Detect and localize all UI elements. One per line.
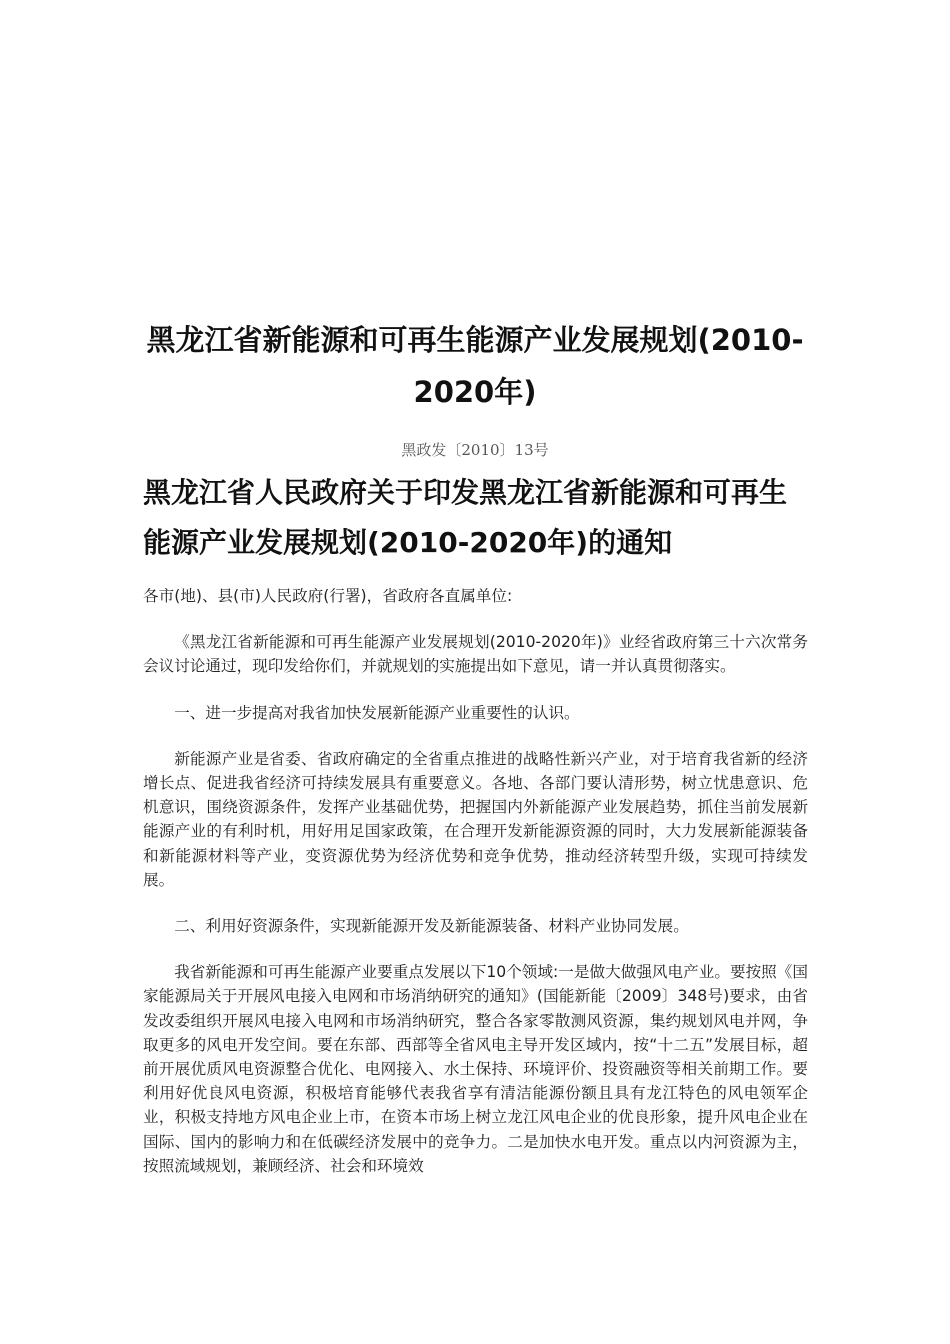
section-heading-2: 二、利用好资源条件，实现新能源开发及新能源装备、材料产业协同发展。 <box>174 917 689 936</box>
paragraph-section-2: 我省新能源和可再生能源产业要重点发展以下10个领域:一是做大做强风电产业。要按照《国家能源局关于开展风电接入电网和市场消纳研究的通知》(国能新能〔2009〕348号)要求，由省发改委组织开展风电接入电网和市场消纳研究，整合各家零散测风资源，集约规划风电并网，争取更多的风电开发空间。要在东部、西部等全省风电主导开发区域内，按“十二五”发展目标，超前开展优质风电资源整合优化、电网接入、水土保持、环境评价、投资融资等相关前期工作。要利用好优良风电资源，积极培育能够代表我省享有清洁能源份额且具有龙江特色的风电领军企业，积极支持地方风电企业上市，在资本市场上树立龙江风电企业的优良形象，提升风电企业在国际、国内的影响力和在低碳经济发展中的竞争力。二是加快水电开发。重点以内河资源为主，按照流域规划，兼顾经济、社会和环境效 <box>143 963 808 1175</box>
notice-title: 黑龙江省人民政府关于印发黑龙江省新能源和可再生能源产业发展规划(2010-2020年)的通知 <box>143 476 788 559</box>
document-number: 黑政发〔2010〕13号 <box>401 441 549 459</box>
paragraph-intro: 《黑龙江省新能源和可再生能源产业发展规划(2010-2020年)》业经省政府第三十六次常务会议讨论通过，现印发给你们，并就规划的实施提出如下意见，请一并认真贯彻落实。 <box>143 633 808 676</box>
section-heading-1: 一、进一步提高对我省加快发展新能源产业重要性的认识。 <box>174 703 580 722</box>
main-title: 黑龙江省新能源和可再生能源产业发展规划(2010-2020年) <box>146 323 804 409</box>
paragraph-section-1: 新能源产业是省委、省政府确定的全省重点推进的战略性新兴产业，对于培育我省新的经济增长点、促进我省经济可持续发展具有重要意义。各地、各部门要认清形势，树立忧患意识、危机意识，围绕资源条件，发挥产业基础优势，把握国内外新能源产业发展趋势，抓住当前发展新能源产业的有利时机，用好用足国家政策，在合理开发新能源资源的同时，大力发展新能源装备和新能源材料等产业，变资源优势为经济优势和竞争优势，推动经济转型升级，实现可持续发展。 <box>143 749 808 889</box>
salutation: 各市(地)、县(市)人民政府(行署)，省政府各直属单位: <box>143 587 513 605</box>
document-body <box>143 584 808 1200</box>
